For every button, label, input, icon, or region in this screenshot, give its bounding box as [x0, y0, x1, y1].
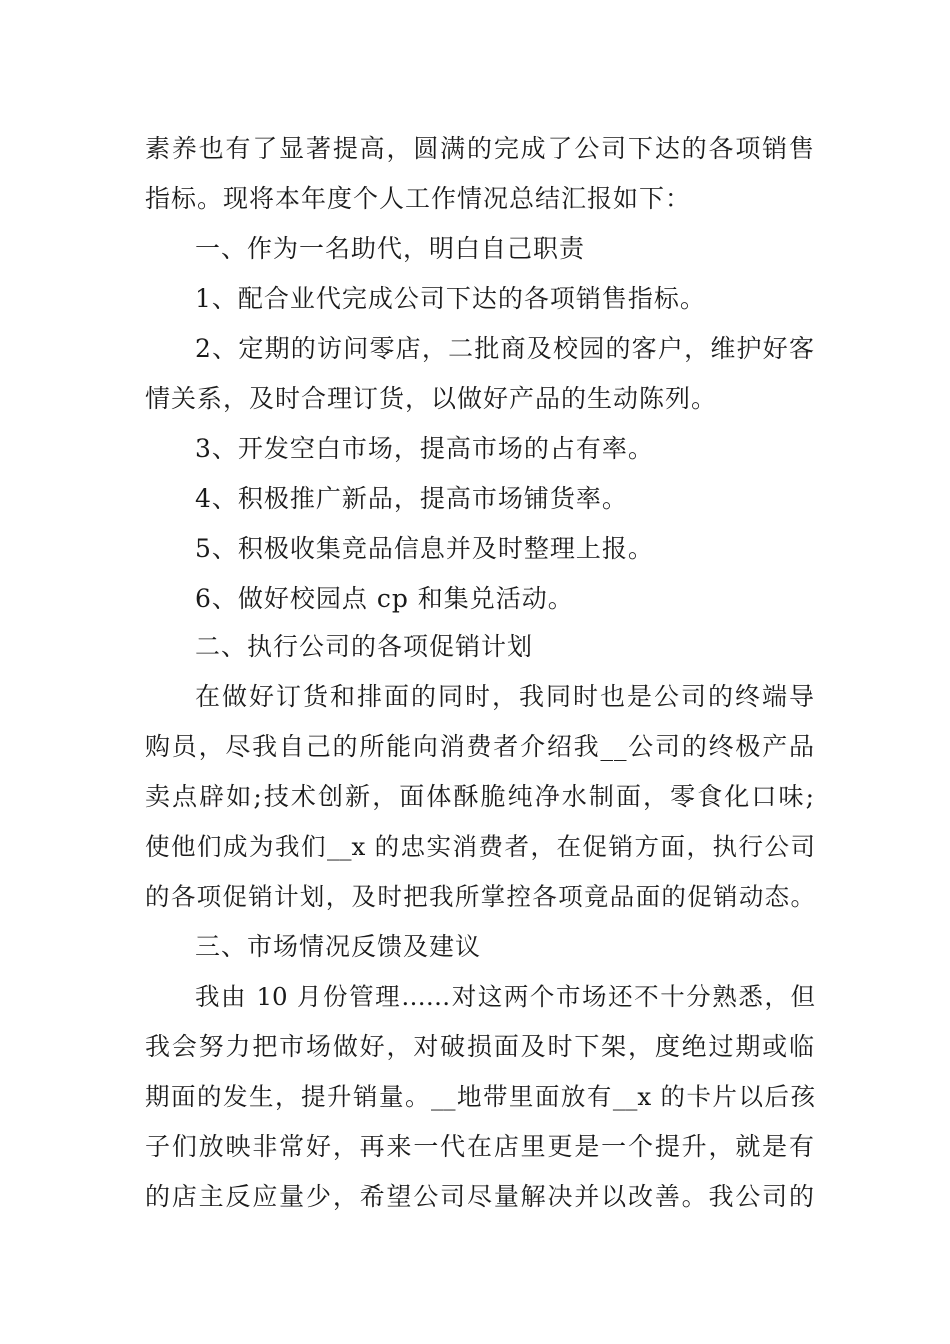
text-line: 素养也有了显著提高，圆满的完成了公司下达的各项销售 — [145, 134, 815, 163]
text-line: 卖点辟如;技术创新，面体酥脆纯净水制面，零食化口味; — [145, 782, 815, 811]
text-line: 情关系，及时合理订货，以做好产品的生动陈列。 — [145, 384, 718, 413]
text-line: 子们放映非常好，再来一代在店里更是一个提升，就是有 — [145, 1132, 815, 1161]
text-line: 的各项促销计划，及时把我所掌控各项竟品面的促销动态。 — [145, 882, 815, 911]
list-item: 4、积极推广新品，提高市场铺货率。 — [195, 484, 628, 513]
list-item: 3、开发空白市场，提高市场的占有率。 — [195, 434, 654, 463]
text-line: 使他们成为我们__x 的忠实消费者，在促销方面，执行公司 — [145, 832, 815, 861]
text-line: 指标。现将本年度个人工作情况总结汇报如下： — [145, 184, 692, 213]
list-item: 1、配合业代完成公司下达的各项销售指标。 — [195, 284, 706, 313]
list-item: 2、定期的访问零店，二批商及校园的客户，维护好客 — [195, 334, 815, 363]
text-line: 我会努力把市场做好，对破损面及时下架，度绝过期或临 — [145, 1032, 815, 1061]
section-heading: 二、执行公司的各项促销计划 — [195, 632, 534, 661]
section-heading: 三、市场情况反馈及建议 — [195, 932, 482, 961]
section-heading: 一、作为一名助代，明白自己职责 — [195, 234, 586, 263]
text-line: 我由 10 月份管理……对这两个市场还不十分熟悉，但 — [195, 982, 815, 1011]
list-item: 5、积极收集竞品信息并及时整理上报。 — [195, 534, 654, 563]
text-line: 在做好订货和排面的同时，我同时也是公司的终端导 — [195, 682, 815, 711]
text-line: 购员，尽我自己的所能向消费者介绍我__公司的终极产品 — [145, 732, 815, 761]
text-line: 期面的发生，提升销量。__地带里面放有__x 的卡片以后孩 — [145, 1082, 815, 1111]
list-item: 6、做好校园点 cp 和集兑活动。 — [195, 584, 574, 613]
text-line: 的店主反应量少，希望公司尽量解决并以改善。我公司的 — [145, 1182, 815, 1211]
